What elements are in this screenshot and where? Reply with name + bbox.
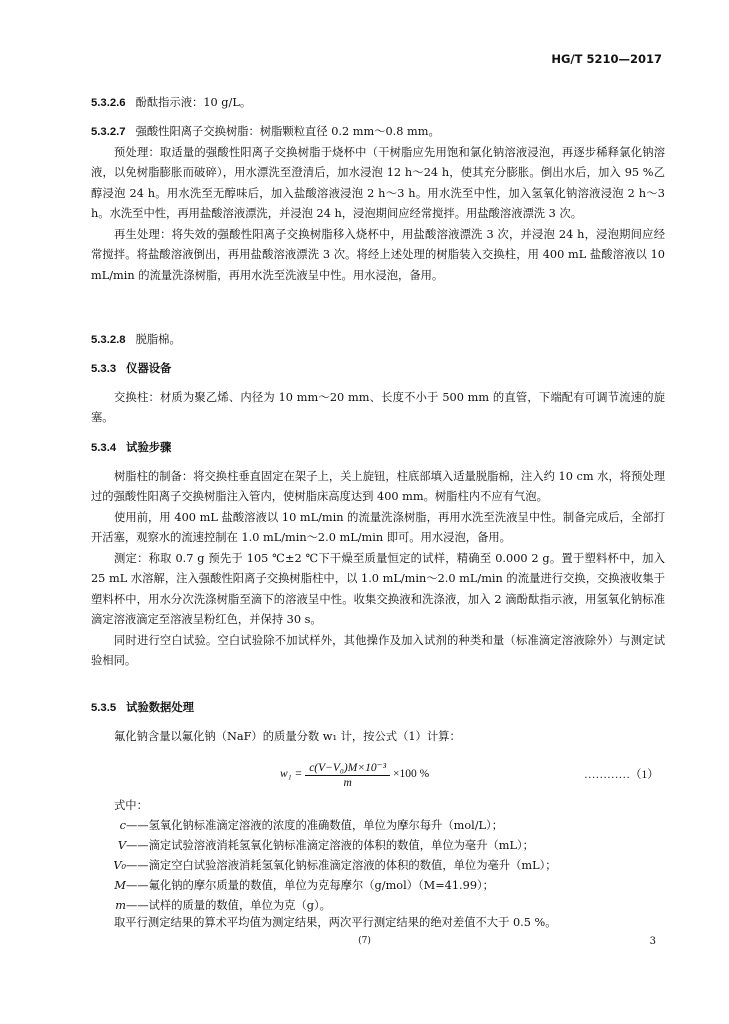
clause-number: 5.3.3 [91, 363, 117, 375]
formula-denominator: m [343, 777, 352, 789]
standard-number: HG/T 5210—2017 [551, 52, 662, 66]
definition-c [104, 816, 503, 836]
pretreatment-paragraph: 预处理：取适量的强酸性阳离子交换树脂于烧杯中（干树脂应先用饱和氯化钠溶液浸泡，再逐步稀释氯化钠溶液，以免树脂膨胀而破碎），用水漂洗至澄清后，加水浸泡 12 h～24 h，使其充分膨胀。倒出水后，加入 95 %乙醇浸泡 24 h。用水洗至无醇味后，加入盐酸溶液浸泡 2 h～3 h。用水洗至中性，加入氢氧化钠溶液浸泡 2 h～3 h。水洗至中性，再用盐酸溶液漂洗，并浸泡 24 h，浸泡期间应经常搅拌。用盐酸溶液漂洗 3 次。 [91, 145, 665, 220]
symbol: V [117, 839, 126, 852]
clause-5-3-4 [91, 438, 665, 672]
definition-v [104, 836, 534, 856]
symbol: m [115, 899, 126, 912]
page-number: 3 [649, 936, 656, 947]
definition-text: ——滴定试验溶液消耗氢氧化钠标准滴定溶液的体积的数值，单位为毫升（mL）； [126, 839, 534, 852]
definition-text: ——滴定空白试验溶液消耗氢氧化钠标准滴定溶液的体积的数值，单位为毫升（mL）； [126, 859, 557, 872]
symbol: V₀ [113, 859, 126, 872]
before-use-paragraph: 使用前，用 400 mL 盐酸溶液以 10 mL/min 的流量洗涤树脂，再用水洗至洗液呈中性。制备完成后，全部打开活塞，观察水的流速控制在 1.0 mL/min～2.0 mL/min 即可。用水浸泡，备用。 [91, 510, 665, 544]
symbol: c [119, 819, 126, 832]
regeneration-paragraph: 再生处理：将失效的强酸性阳离子交换树脂移入烧杯中，用盐酸溶液漂洗 3 次，并浸泡 24 h，浸泡期间应经常搅拌。将盐酸溶液倒出，再用盐酸溶液漂洗 3 次。将经上述处理的树脂装入交换柱，用 400 mL 盐酸溶液以 10 mL/min 的流量洗涤树脂，再用水洗至洗液呈中性。用水浸泡，备用。 [91, 227, 665, 282]
clause-number: 5.3.2.7 [91, 126, 126, 138]
clause-number: 5.3.2.6 [91, 97, 126, 109]
definition-m-molar [104, 876, 494, 896]
clause-title: 试验步骤 [126, 442, 172, 454]
clause-5-3-2-8 [91, 330, 665, 351]
clause-5-3-3 [91, 359, 665, 429]
definition-text: ——氢氧化钠标准滴定溶液的浓度的准确数值，单位为摩尔每升（mol/L）； [126, 819, 503, 832]
clause-title: 仪器设备 [126, 363, 172, 375]
clause-text: 强酸性阳离子交换树脂：树脂颗粒直径 0.2 mm～0.8 mm。 [135, 125, 440, 138]
column-preparation-paragraph: 树脂柱的制备：将交换柱垂直固定在架子上，关上旋钮，柱底部填入适量脱脂棉，注入约 10 cm 水，将预处理过的强酸性阳离子交换树脂注入管内，使树脂床高度达到 400 mm。树脂柱内不应有气泡。 [91, 469, 665, 503]
definition-text: ——氟化钠的摩尔质量的数值，单位为克每摩尔（g/mol）（M=41.99）； [126, 879, 494, 892]
formula-numerator: c(V−V₀)M×10⁻³ [305, 760, 390, 776]
clause-text: 酚酞指示液：10 g/L。 [135, 96, 252, 109]
clause-number: 5.3.5 [91, 702, 117, 714]
determination-paragraph: 测定：称取 0.7 g 预先于 105 ℃±2 ℃下干燥至质量恒定的试样，精确至 0.000 2 g。置于塑料杯中，加入 25 mL 水溶解，注入强酸性阳离子交换树脂柱中，以 1.0 mL/min～2.0 mL/min 的流量进行交换，交换液收集于塑料杯中，用水分次洗涤树脂至滴下的溶液呈中性。收集交换液和洗涤液，加入 2 滴酚酞指示液，用氢氧化钠标准滴定溶液滴定至溶液呈粉红色，并保持 30 s。 [91, 551, 665, 626]
clause-number: 5.3.4 [91, 442, 117, 454]
definition-text: ——试样的质量的数值，单位为克（g）。 [126, 899, 331, 912]
clause-text: 脱脂棉。 [135, 333, 181, 346]
footer-sequence: (7) [358, 936, 371, 946]
symbol: M [114, 879, 126, 892]
clause-5-3-5 [91, 698, 665, 747]
clause-number: 5.3.2.8 [91, 334, 126, 346]
formula-reference: …………（1） [584, 769, 659, 781]
formula-fraction [305, 760, 390, 789]
clause-title: 试验数据处理 [126, 702, 194, 714]
formula-intro: 氟化钠含量以氟化钠（NaF）的质量分数 w₁ 计，按公式（1）计算： [114, 729, 461, 743]
formula-rhs: ×100 % [393, 768, 430, 781]
formula-1 [280, 760, 429, 789]
definition-v0 [104, 856, 557, 876]
clause-text: 交换柱：材质为聚乙烯、内径为 10 mm～20 mm、长度不小于 500 mm 的直管，下端配有可调节流速的旋塞。 [91, 390, 665, 424]
clause-5-3-2-7 [91, 122, 665, 286]
clause-5-3-2-6 [91, 93, 665, 114]
where-label: 式中： [114, 799, 148, 812]
blank-test-paragraph: 同时进行空白试验。空白试验除不加试样外，其他操作及加入试剂的种类和量（标准滴定溶液除外）与测定试验相同。 [91, 633, 665, 667]
formula-lhs: w₁ = [280, 768, 303, 781]
result-statement: 取平行测定结果的算术平均值为测定结果，两次平行测定结果的绝对差值不大于 0.5 %。 [114, 916, 557, 929]
